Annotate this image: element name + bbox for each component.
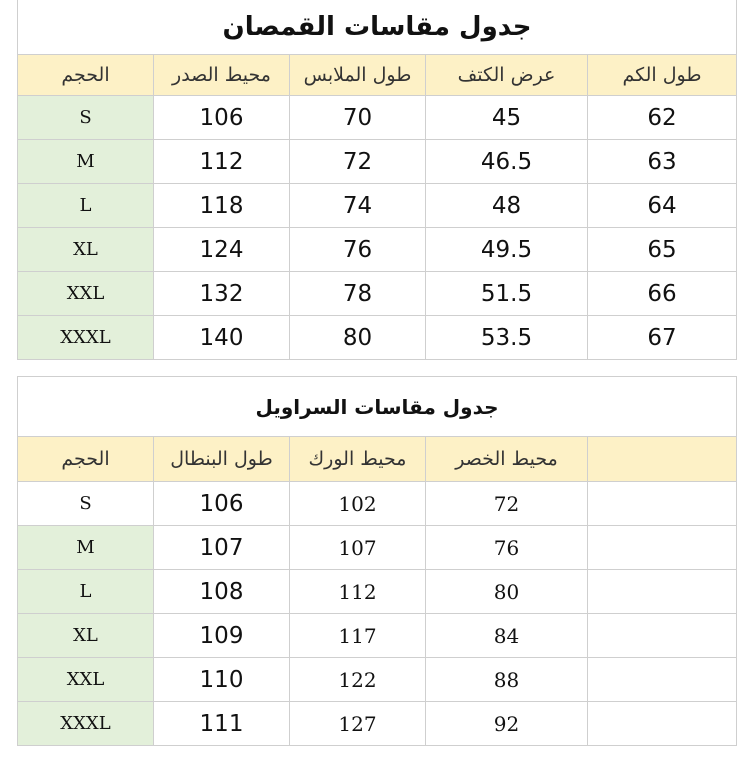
chest-cell: 132	[154, 272, 290, 316]
shirt-size-table	[17, 0, 737, 360]
hip-cell: 102	[290, 482, 426, 526]
size-cell: XL	[18, 614, 154, 658]
header-hip: محيط الورك	[290, 437, 426, 482]
waist-cell: 76	[426, 526, 588, 570]
length-cell: 76	[290, 228, 426, 272]
shoulder-cell: 45	[426, 96, 588, 140]
chest-cell: 106	[154, 96, 290, 140]
chest-cell: 124	[154, 228, 290, 272]
trouser-size-table	[17, 376, 737, 746]
chest-cell: 112	[154, 140, 290, 184]
waist-cell: 92	[426, 702, 588, 746]
size-cell: XL	[18, 228, 154, 272]
chest-cell: 118	[154, 184, 290, 228]
size-cell: XXXL	[18, 316, 154, 360]
shoulder-cell: 48	[426, 184, 588, 228]
table-row	[18, 614, 737, 658]
table-row	[18, 184, 737, 228]
shoulder-cell: 51.5	[426, 272, 588, 316]
empty-cell	[588, 526, 737, 570]
hip-cell: 117	[290, 614, 426, 658]
shirt-header-row	[18, 55, 737, 96]
size-cell: M	[18, 140, 154, 184]
chest-cell: 140	[154, 316, 290, 360]
size-cell: XXXL	[18, 702, 154, 746]
header-waist: محيط الخصر	[426, 437, 588, 482]
size-cell: L	[18, 184, 154, 228]
header-size: الحجم	[18, 55, 154, 96]
empty-cell	[588, 702, 737, 746]
pant-length-cell: 111	[154, 702, 290, 746]
trouser-header-row	[18, 437, 737, 482]
table-row	[18, 316, 737, 360]
length-cell: 70	[290, 96, 426, 140]
hip-cell: 107	[290, 526, 426, 570]
length-cell: 80	[290, 316, 426, 360]
length-cell: 74	[290, 184, 426, 228]
waist-cell: 80	[426, 570, 588, 614]
empty-cell	[588, 570, 737, 614]
table-row	[18, 140, 737, 184]
sleeve-cell: 65	[588, 228, 737, 272]
length-cell: 78	[290, 272, 426, 316]
table-row	[18, 658, 737, 702]
sleeve-cell: 67	[588, 316, 737, 360]
table-row	[18, 96, 737, 140]
pant-length-cell: 106	[154, 482, 290, 526]
shoulder-cell: 53.5	[426, 316, 588, 360]
length-cell: 72	[290, 140, 426, 184]
size-cell: XXL	[18, 658, 154, 702]
hip-cell: 127	[290, 702, 426, 746]
header-size: الحجم	[18, 437, 154, 482]
table-row	[18, 272, 737, 316]
empty-cell	[588, 614, 737, 658]
pant-length-cell: 110	[154, 658, 290, 702]
header-chest: محيط الصدر	[154, 55, 290, 96]
empty-cell	[588, 658, 737, 702]
pant-length-cell: 109	[154, 614, 290, 658]
empty-cell	[588, 482, 737, 526]
shirt-table-title: جدول مقاسات القمصان	[18, 0, 737, 55]
hip-cell: 122	[290, 658, 426, 702]
sleeve-cell: 63	[588, 140, 737, 184]
header-length: طول الملابس	[290, 55, 426, 96]
pant-length-cell: 107	[154, 526, 290, 570]
pant-length-cell: 108	[154, 570, 290, 614]
header-shoulder: عرض الكتف	[426, 55, 588, 96]
sleeve-cell: 62	[588, 96, 737, 140]
header-sleeve: طول الكم	[588, 55, 737, 96]
waist-cell: 84	[426, 614, 588, 658]
table-row	[18, 570, 737, 614]
table-row	[18, 526, 737, 570]
size-cell: XXL	[18, 272, 154, 316]
header-pant-length: طول البنطال	[154, 437, 290, 482]
sleeve-cell: 64	[588, 184, 737, 228]
trouser-table-title: جدول مقاسات السراويل	[18, 377, 737, 437]
sleeve-cell: 66	[588, 272, 737, 316]
size-cell: M	[18, 526, 154, 570]
size-cell: S	[18, 96, 154, 140]
table-row	[18, 228, 737, 272]
table-row	[18, 702, 737, 746]
shoulder-cell: 46.5	[426, 140, 588, 184]
shoulder-cell: 49.5	[426, 228, 588, 272]
table-row	[18, 482, 737, 526]
size-cell: S	[18, 482, 154, 526]
header-empty	[588, 437, 737, 482]
waist-cell: 88	[426, 658, 588, 702]
size-cell: L	[18, 570, 154, 614]
hip-cell: 112	[290, 570, 426, 614]
waist-cell: 72	[426, 482, 588, 526]
